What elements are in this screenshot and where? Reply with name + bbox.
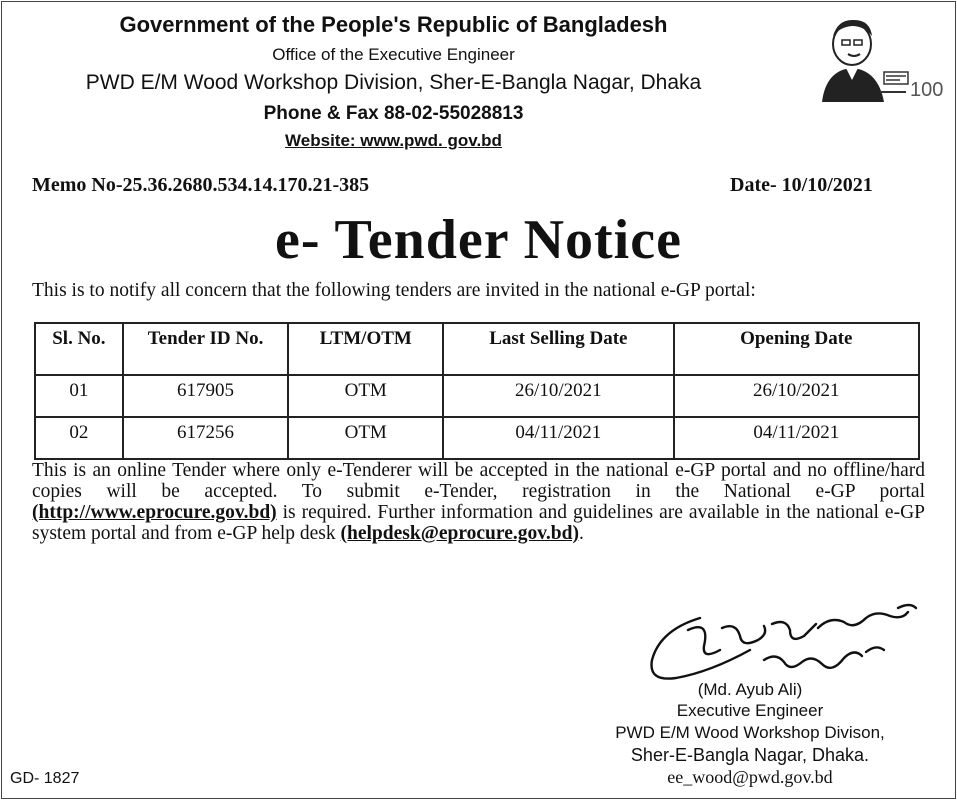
svg-text:100: 100	[910, 79, 944, 101]
cell-sl: 01	[35, 375, 123, 417]
col-header-ltm-otm: LTM/OTM	[288, 323, 443, 375]
memo-date: Date- 10/10/2021	[730, 174, 873, 196]
tender-table	[34, 322, 920, 460]
signatory-name: (Md. Ayub Ali)	[697, 680, 803, 699]
col-header-last-selling-date: Last Selling Date	[443, 323, 673, 375]
col-header-sl: Sl. No.	[35, 323, 123, 375]
header-website: Website: www.pwd. gov.bd	[285, 131, 502, 150]
table-row	[35, 375, 919, 417]
table-row	[35, 417, 919, 459]
col-header-opening-date: Opening Date	[674, 323, 919, 375]
instructions-text-1: This is an online Tender where only e-Tenderer will be accepted in the national e-GP portal and no offline/hard copies will be accepted. To submit e-Tender, registration in the National e-GP portal	[32, 460, 925, 502]
signatory-email[interactable]: ee_wood@pwd.gov.bd	[667, 767, 833, 787]
gd-code: GD- 1827	[10, 770, 80, 787]
col-header-tender-id: Tender ID No.	[123, 323, 289, 375]
instructions-text-3: .	[578, 523, 584, 544]
cell-last-selling-date: 04/11/2021	[443, 417, 673, 459]
cell-tender-id: 617905	[123, 375, 289, 417]
signatory-address: Sher-E-Bangla Nagar, Dhaka.	[630, 745, 870, 765]
instructions-text-2: is required. Further information and guidelines are available in the national e-GP system portal and from e-GP help desk	[32, 502, 925, 544]
cell-tender-id: 617256	[123, 417, 289, 459]
header-phone-fax: Phone & Fax 88-02-55028813	[263, 103, 524, 124]
intro-paragraph: This is to notify all concern that the following tenders are invited in the national e-GP portal:	[32, 280, 756, 301]
memo-number: Memo No-25.36.2680.534.14.170.21-385	[32, 174, 370, 196]
cell-sl: 02	[35, 417, 123, 459]
cell-method: OTM	[288, 417, 443, 459]
eprocure-link[interactable]: (http://www.eprocure.gov.bd)	[32, 502, 277, 523]
header-division: PWD E/M Wood Workshop Division, Sher-E-Bangla Nagar, Dhaka	[85, 71, 702, 94]
header-government: Government of the People's Republic of Bangladesh	[119, 12, 668, 37]
signatory-division: PWD E/M Wood Workshop Divison,	[615, 723, 885, 742]
handwritten-signature-icon	[640, 590, 930, 690]
signatory-designation: Executive Engineer	[676, 701, 824, 720]
portrait-emblem-icon	[818, 14, 944, 104]
cell-method: OTM	[288, 375, 443, 417]
helpdesk-email-link[interactable]: (helpdesk@eprocure.gov.bd)	[340, 523, 579, 544]
notice-title: e- Tender Notice	[275, 209, 682, 271]
cell-opening-date: 26/10/2021	[674, 375, 919, 417]
table-header-row	[35, 323, 919, 375]
instructions-paragraph	[32, 460, 925, 544]
header-office: Office of the Executive Engineer	[272, 45, 515, 64]
cell-last-selling-date: 26/10/2021	[443, 375, 673, 417]
cell-opening-date: 04/11/2021	[674, 417, 919, 459]
